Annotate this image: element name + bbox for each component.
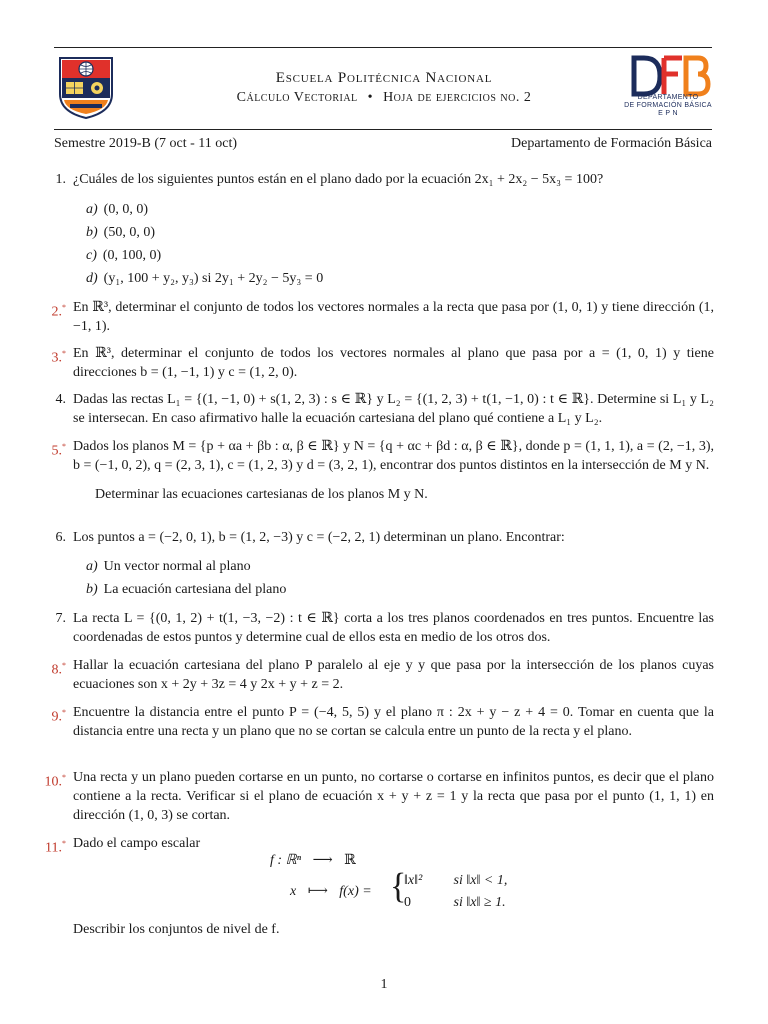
question-text: En ℝ³, determinar el conjunto de todos los vectores normales a la recta que pasa por (1, 0, 1) y tiene dirección (1, −1, 1). [73,300,714,334]
case-1-condition: si ‖x‖ < 1, [453,873,508,888]
question-11-extra: Describir los conjuntos de nivel de f. [73,922,280,937]
case-1 [404,873,507,889]
question-text: Los puntos a = (−2, 0, 1), b = (1, 2, −3) y c = (−2, 2, 1) determinan un plano. Encontrar: [73,530,565,545]
question-3 [51,344,714,382]
question-text: En ℝ³, determinar el conjunto de todos los vectores normales al plano que pasa por a = (1, 0, 1) y tiene direcciones b = (1, −1, 1) y c = (1, 2, 0). [73,346,714,380]
case-1-value: ‖x‖² [404,873,423,888]
question-number [40,834,66,858]
sheet-subtitle [0,90,768,106]
option-letter: b) [86,582,98,597]
question-number-text: 11. [45,840,62,856]
question-1 [54,170,714,189]
question-1-option-a [86,200,148,219]
question-text: Una recta y un plano pueden cortarse en un punto, no cortarse o cortarse en infinitos puntos, es decir que el plano contiene a la recta. Verificar si el plano de ecuación x + y + z = 1 y la recta que pasa por el punto (1, 1, 1) en dirección (1, 0, 3) se cortan. [73,770,714,823]
exercise-star: * [62,442,66,451]
sheet-name: Hoja de ejercicios no. 2 [383,90,532,105]
cases-brace: { [390,867,407,906]
question-text: Encuentre la distancia entre el punto P = (−4, 5, 5) y el plano π : 2x + y − z + 4 = 0. Tomar en cuenta que la distancia entre una recta y un plano que no se cortan se calcula entre un punto de la recta y el plano. [73,705,714,739]
exercise-star: * [62,708,66,717]
map-mapsto-arrow: ⟼ [307,884,328,899]
dfb-caption-line-3: E P N [658,110,678,117]
question-8 [51,656,714,694]
epn-seal-logo [56,54,116,120]
question-1-option-b [86,223,155,242]
question-text: ¿Cuáles de los siguientes puntos están en el plano dado por la ecuación 2x₁ + 2x₂ − 5x₃ = 100? [73,172,604,187]
question-11 [45,834,714,856]
option-text: (0, 0, 0) [103,202,148,217]
map-variable: x [290,884,297,899]
question-5-extra: Determinar las ecuaciones cartesianas de los planos M y N. [95,487,428,502]
question-number [48,437,66,461]
question-9 [51,703,714,741]
question-7 [54,609,714,647]
map-line-2 [290,883,372,900]
question-number-text: 10. [44,774,62,790]
question-text: Hallar la ecuación cartesiana del plano P paralelo al eje y y que pasa por la intersección de los planos cuyas ecuaciones son x + 2y + 3z = 4 y 2x + y + z = 2. [73,658,714,692]
case-2 [404,895,506,911]
option-text: Un vector normal al plano [103,559,251,574]
option-letter: b) [86,225,98,240]
map-domain: f : ℝⁿ [270,853,302,868]
department-label: Departamento de Formación Básica [511,136,712,151]
case-2-condition: si ‖x‖ ≥ 1. [453,895,506,910]
exercise-star: * [62,773,66,782]
question-6-option-b [86,580,286,599]
page-number: 1 [380,977,388,992]
map-line-1 [270,852,356,869]
dfb-caption-line-2: DE FORMACIÓN BÁSICA [624,102,712,109]
question-number [48,656,66,680]
question-6 [54,528,714,547]
exercise-star: * [62,839,66,848]
semester-label: Semestre 2019-B (7 oct - 11 oct) [54,136,237,151]
dfb-logo [620,54,716,124]
map-codomain: ℝ [344,853,356,868]
question-1-option-d [86,269,323,288]
dfb-caption-line-1: DEPARTAMENTO [637,94,699,101]
case-2-value: 0 [404,895,411,910]
question-number [48,703,66,727]
school-name: Escuela Politécnica Nacional [275,70,493,86]
question-number: 7. [55,611,66,626]
option-letter: d) [86,271,98,286]
question-number: 6. [55,530,66,545]
question-number: 4. [55,392,66,407]
map-function: f(x) = [339,884,372,899]
question-number-text: 5. [51,443,62,459]
option-letter: a) [86,559,98,574]
question-10 [44,768,714,825]
header-bottom-rule [54,129,712,130]
exercise-star: * [62,303,66,312]
course-name: Cálculo Vectorial [236,90,358,105]
question-4 [54,390,714,428]
header-top-rule [54,47,712,48]
subtitle-bullet: • [367,90,374,105]
question-text: La recta L = {(0, 1, 2) + t(1, −3, −2) : t ∈ ℝ} corta a los tres planos coordenados en tres puntos. Encuentre las coordenadas de estos puntos y determine cual de ellos esta en medio de los otros dos. [73,611,714,645]
option-text: (0, 100, 0) [102,248,162,263]
option-text: (50, 0, 0) [103,225,155,240]
option-letter: c) [86,248,97,263]
question-11-extra-wrap [54,920,714,939]
question-number-text: 8. [51,662,62,678]
question-1-option-c [86,246,161,265]
exercise-star: * [62,349,66,358]
question-5 [51,437,714,504]
question-number [40,768,66,792]
question-number [48,298,66,322]
map-arrow: ⟶ [312,853,333,868]
question-text: Dado el campo escalar [73,836,201,851]
question-2 [51,298,714,336]
question-number: 1. [55,172,66,187]
question-number-text: 3. [51,350,62,366]
question-number-text: 9. [51,709,62,725]
option-letter: a) [86,202,98,217]
question-number-text: 2. [51,304,62,320]
exercise-star: * [62,661,66,670]
question-text: Dados los planos M = {p + αa + βb : α, β ∈ ℝ} y N = {q + αc + βd : α, β ∈ ℝ}, donde p = (1, 1, 1), a = (2, −1, 3), b = (−1, 0, 2), q = (2, 3, 1), c = (1, 2, 3) y d = (3, 2, 1), encontrar dos puntos distintos en la intersección de M y N. [73,439,714,473]
question-text: Dadas las rectas L₁ = {(1, −1, 0) + s(1, 2, 3) : s ∈ ℝ} y L₂ = {(1, 2, 3) + t(1, −1, 0) : t ∈ ℝ}. Determine si L₁ y L₂ se intersecan. En caso afirmativo halle la ecuación cartesiana del plano qué contiene a L₁ y L₂. [73,392,714,426]
question-number [48,344,66,368]
option-text: (y₁, 100 + y₂, y₃) si 2y₁ + 2y₂ − 5y₃ = 0 [103,271,324,286]
option-text: La ecuación cartesiana del plano [103,582,287,597]
question-6-option-a [86,557,251,576]
